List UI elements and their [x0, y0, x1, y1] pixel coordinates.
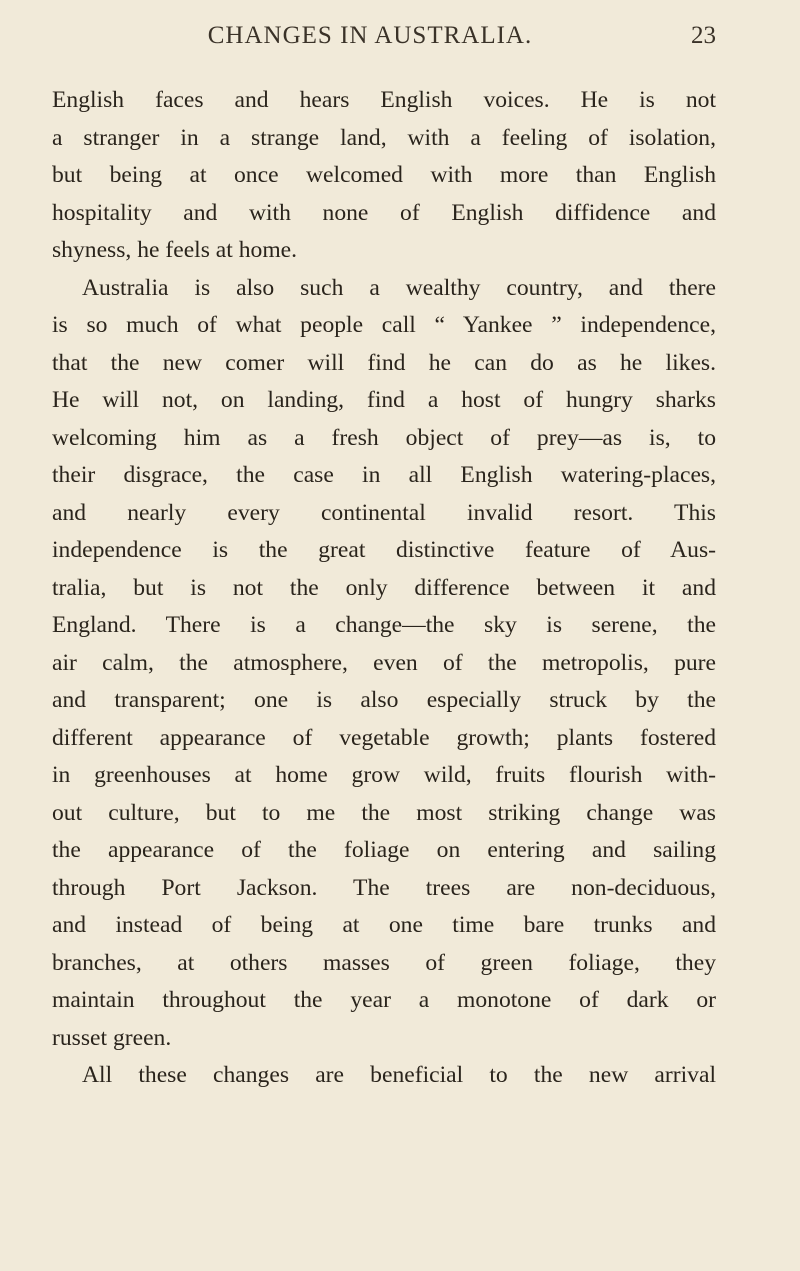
text-line: different appearance of vegetable growth; plants fostered — [52, 724, 716, 751]
text-line: All these changes are beneficial to the new arrival — [82, 1062, 716, 1088]
text-line: and instead of being at one time bare trunks and — [52, 912, 716, 938]
text-line: England. There is a change—the sky is serene, the — [52, 612, 716, 638]
text-line: maintain throughout the year a monotone of dark or — [52, 987, 716, 1013]
text-line: branches, at others masses of green foliage, they — [52, 949, 716, 976]
text-line: hospitality and with none of English diffidence and — [52, 199, 716, 226]
body-text — [52, 82, 716, 1095]
text-line: Australia is also such a wealthy country, and there — [82, 274, 716, 301]
text-line: their disgrace, the case in all English watering-places, — [52, 462, 716, 488]
page-number: 23 — [691, 22, 716, 49]
text-line: and transparent; one is also especially struck by the — [52, 687, 716, 713]
running-title: CHANGES IN AUSTRALIA. — [207, 22, 533, 49]
text-line: He will not, on landing, find a host of hungry sharks — [52, 387, 716, 413]
text-line: through Port Jackson. The trees are non-deciduous, — [52, 874, 716, 901]
text-line: russet green. — [52, 1024, 172, 1051]
text-line: is so much of what people call “ Yankee ” independence, — [52, 312, 716, 338]
text-line: shyness, he feels at home. — [52, 237, 298, 263]
text-line: air calm, the atmosphere, even of the metropolis, pure — [52, 649, 716, 676]
text-line: and nearly every continental invalid resort. This — [52, 499, 716, 526]
text-line: the appearance of the foliage on entering and sailing — [52, 837, 716, 863]
text-line: tralia, but is not the only difference between it and — [52, 574, 716, 601]
text-line: in greenhouses at home grow wild, fruits flourish with- — [52, 762, 716, 788]
text-line: independence is the great distinctive feature of Aus- — [52, 537, 716, 563]
text-line: a stranger in a strange land, with a feeling of isolation, — [52, 124, 716, 151]
text-line: but being at once welcomed with more than English — [52, 162, 716, 188]
text-line: English faces and hears English voices. He is not — [52, 87, 716, 113]
text-line: that the new comer will find he can do as he likes. — [52, 349, 716, 376]
text-line: out culture, but to me the most striking change was — [52, 799, 716, 826]
text-line: welcoming him as a fresh object of prey—as is, to — [52, 424, 716, 451]
running-head — [0, 14, 800, 54]
